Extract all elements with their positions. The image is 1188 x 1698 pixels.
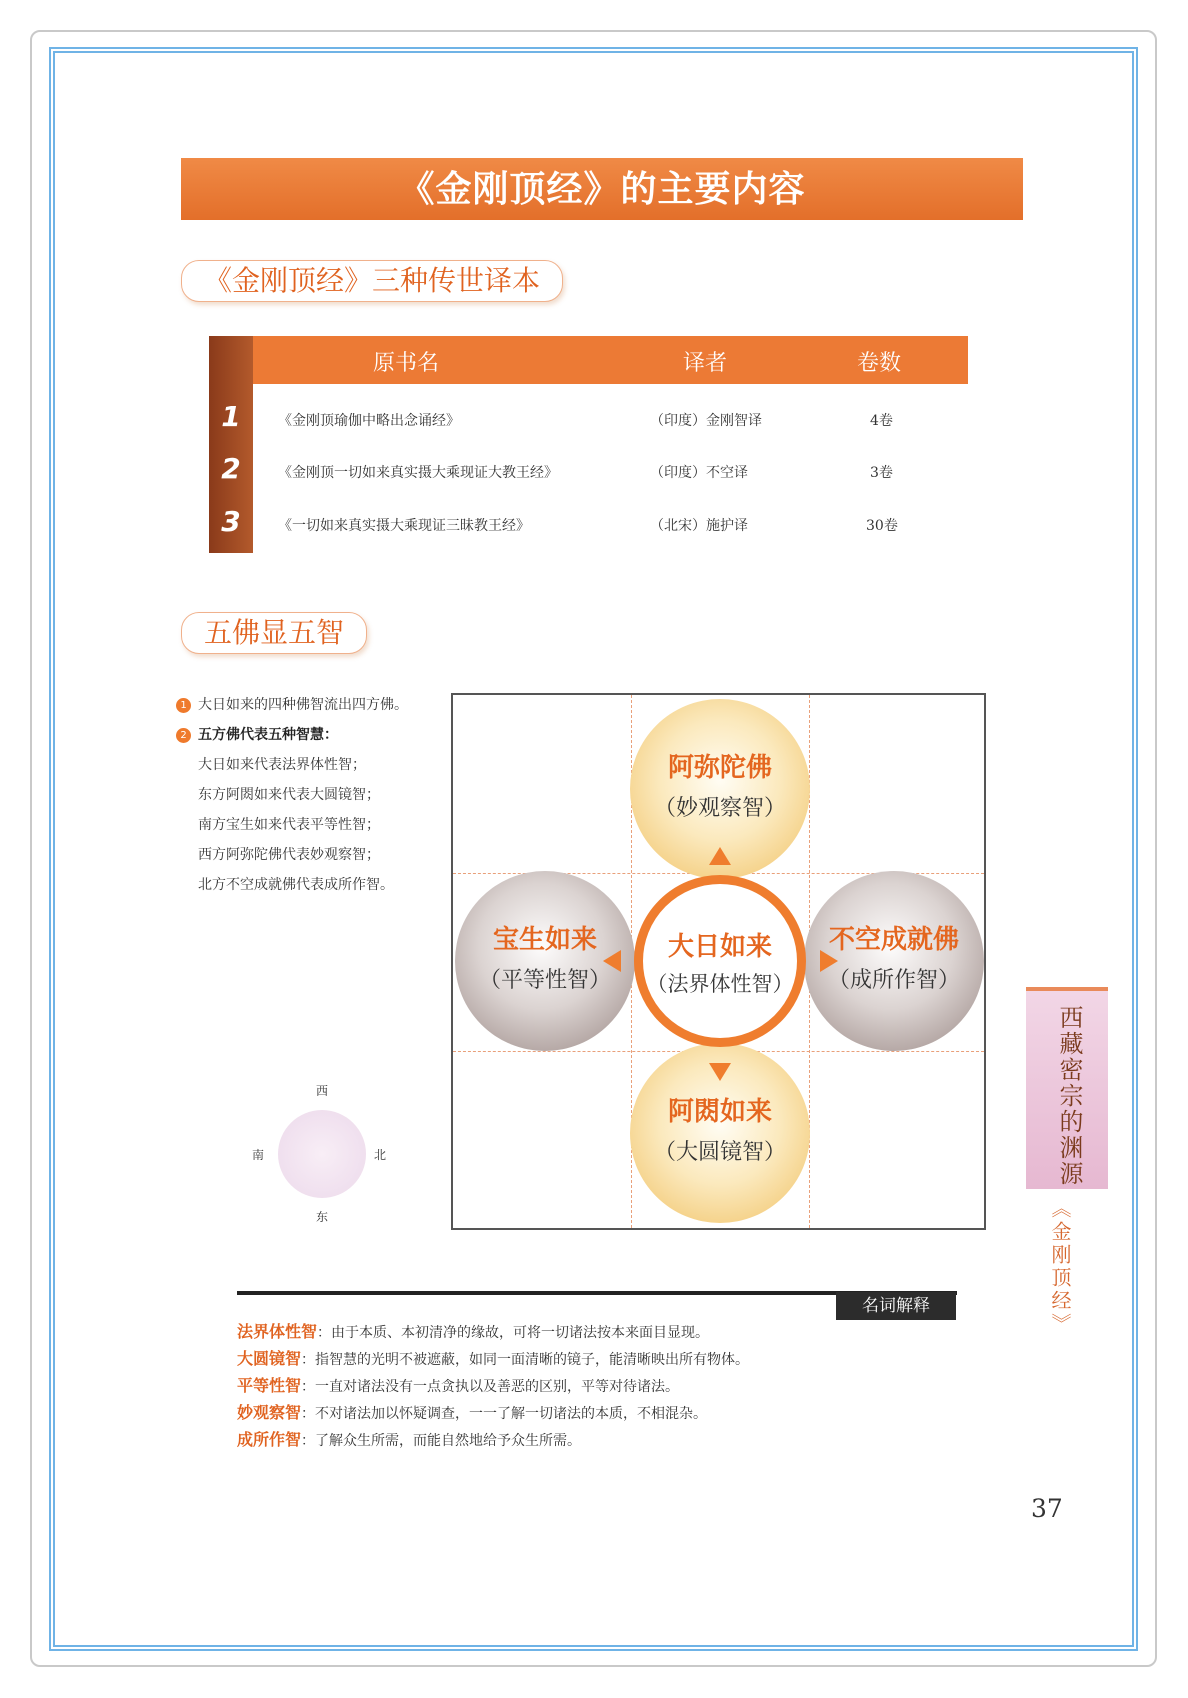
- buddha-wisdom: （平等性智）: [478, 968, 611, 993]
- section-heading-five-buddhas: 五佛显五智: [181, 612, 367, 654]
- note-line: 北方不空成就佛代表成所作智。: [198, 877, 394, 893]
- note-line: 南方宝生如来代表平等性智；: [198, 817, 380, 833]
- glossary-item: [237, 1426, 997, 1453]
- row-volumes: 4卷: [870, 413, 893, 429]
- row-translator: （印度）金刚智译: [650, 413, 762, 429]
- table-header: [253, 336, 968, 384]
- row-book: 《金刚顶瑜伽中略出念诵经》: [278, 413, 460, 429]
- row-translator: （印度）不空译: [650, 465, 748, 481]
- arrow-left-icon: [603, 950, 621, 972]
- section-heading-translations: 《金刚顶经》三种传世译本: [181, 260, 563, 302]
- note-line: 西方阿弥陀佛代表妙观察智；: [198, 847, 380, 863]
- chapter-title: 西藏密宗的渊源: [1055, 1005, 1083, 1187]
- row-number: 1: [221, 400, 241, 433]
- note-item: [176, 720, 446, 750]
- chapter-subtitle: 《金刚顶经》: [1048, 1198, 1072, 1336]
- buddha-wisdom: （大圆镜智）: [653, 1140, 786, 1165]
- row-number: 2: [221, 452, 241, 485]
- buddha-name: 不空成就佛: [828, 925, 959, 955]
- note-line: 大日如来代表法界体性智；: [198, 757, 366, 773]
- number-badge-icon: 1: [176, 698, 191, 713]
- arrow-right-icon: [820, 950, 838, 972]
- header-translator: 译者: [683, 351, 728, 376]
- row-volumes: 3卷: [870, 465, 893, 481]
- buddha-name: 大日如来: [667, 932, 772, 962]
- glossary-term: 妙观察智: [237, 1403, 302, 1422]
- glossary-definition: ：一直对诸法没有一点贪执以及善恶的区别，平等对待诸法。: [301, 1379, 680, 1395]
- buddha-wisdom: （成所作智）: [827, 968, 960, 993]
- glossary-item: [237, 1345, 997, 1372]
- row-volumes: 30卷: [866, 518, 898, 534]
- row-book: 《一切如来真实摄大乘现证三昧教王经》: [278, 518, 530, 534]
- buddha-name: 阿弥陀佛: [667, 753, 772, 783]
- compass-label-bottom: 东: [316, 1210, 329, 1224]
- row-number: 3: [221, 505, 241, 538]
- row-book: 《金刚顶一切如来真实摄大乘现证大教王经》: [278, 465, 558, 481]
- glossary-list: [237, 1318, 997, 1453]
- header-volumes: 卷数: [857, 351, 902, 376]
- buddha-wisdom: （法界体性智）: [646, 972, 794, 996]
- glossary-definition: ：指智慧的光明不被遮蔽，如同一面清晰的镜子，能清晰映出所有物体。: [301, 1352, 750, 1368]
- compass-label-left: 南: [252, 1148, 265, 1162]
- note-item: [176, 690, 446, 720]
- compass-disc: [278, 1110, 366, 1198]
- number-badge-icon: 2: [176, 728, 191, 743]
- glossary-tag: 名词解释: [836, 1292, 956, 1320]
- glossary-item: [237, 1399, 997, 1426]
- five-wisdoms-notes: [176, 690, 446, 900]
- glossary-term: 法界体性智: [237, 1322, 318, 1341]
- page-title: 《金刚顶经》的主要内容: [181, 158, 1023, 220]
- note-text: 大日如来的四种佛智流出四方佛。: [198, 697, 408, 713]
- chapter-side-tab: [1026, 987, 1108, 1189]
- header-book: 原书名: [373, 351, 440, 376]
- compass-label-right: 北: [374, 1148, 387, 1162]
- buddha-name: 阿閦如来: [667, 1097, 772, 1127]
- note-line: 东方阿閦如来代表大圆镜智；: [198, 787, 380, 803]
- glossary-definition: ：由于本质、本初清净的缘故，可将一切诸法按本来面目显现。: [317, 1325, 710, 1341]
- buddha-vairocana: [634, 875, 806, 1047]
- glossary-definition: ：不对诸法加以怀疑调查，一一了解一切诸法的本质，不相混杂。: [301, 1406, 708, 1422]
- buddha-wisdom: （妙观察智）: [653, 796, 786, 821]
- arrow-down-icon: [709, 1063, 731, 1081]
- compass-label-top: 西: [316, 1084, 329, 1098]
- arrow-up-icon: [709, 847, 731, 865]
- glossary-term: 平等性智: [237, 1376, 302, 1395]
- five-buddhas-diagram: [451, 693, 986, 1230]
- glossary-definition: ：了解众生所需，而能自然地给予众生所需。: [301, 1433, 582, 1449]
- row-translator: （北宋）施护译: [650, 518, 748, 534]
- glossary-item: [237, 1372, 997, 1399]
- compass-rose: [252, 1078, 392, 1228]
- glossary-term: 成所作智: [237, 1430, 302, 1449]
- page-number: 37: [1031, 1494, 1063, 1523]
- glossary-term: 大圆镜智: [237, 1349, 302, 1368]
- glossary-item: [237, 1318, 997, 1345]
- note-text: 五方佛代表五种智慧：: [198, 727, 338, 743]
- buddha-name: 宝生如来: [492, 925, 597, 955]
